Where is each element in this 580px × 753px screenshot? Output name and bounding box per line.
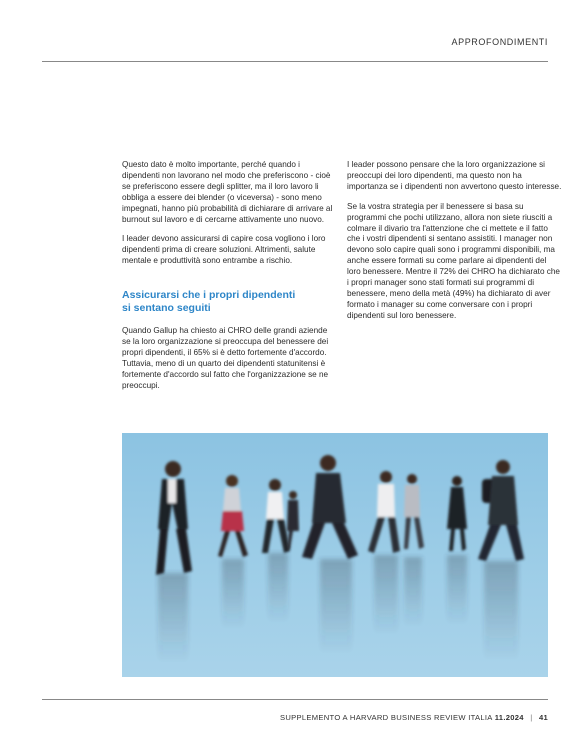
- paragraph: Se la vostra strategia per il benessere si basa su programmi che pochi utilizzano, allora non siete riusciti a colmare il divario tra l'attenzione che ci mettete e il fatto che i vostri dipendenti si sentano assistiti. I manager non devono solo capire quali sono i programmi disponibili, ma anche essere formati su come parlare ai dipendenti del loro benessere. Mentre il 72% dei CHRO ha dichiarato che i propri manager sono stati formati sui programmi di benessere, meno della metà (49%) ha dichiarato di aver formato i manager su come conversare con i propri dipendenti sul loro benessere.: [347, 201, 560, 320]
- person-figure: [302, 455, 358, 559]
- floor-reflections: [158, 553, 518, 663]
- person-figure: [156, 461, 192, 575]
- person-figure: [287, 491, 299, 549]
- header-rule: [42, 61, 548, 62]
- article-photo: [122, 433, 548, 677]
- footer-rule: [42, 699, 548, 700]
- section-label: APPROFONDIMENTI: [451, 37, 548, 47]
- person-figure: [368, 471, 400, 553]
- subheading-line: Assicurarsi che i propri dipendenti: [122, 289, 296, 302]
- paragraph: Questo dato è molto importante, perché quando i dipendenti non lavorano nel modo che preferiscono - cioè se preferiscono essere degli splitter, ma il loro lavoro li obbliga a essere dei blender (o viceversa) - sono meno impegnati, hanno più probabilità di dichiarare di arrivare al burnout sul lavoro e di cercarne attivamente uno nuovo.: [122, 160, 333, 224]
- issue-date: 11.2024: [494, 713, 524, 722]
- paragraph: Quando Gallup ha chiesto ai CHRO delle grandi aziende se la loro organizzazione si preoccupa del benessere dei propri dipendenti, il 65% si è detto fortemente d'accordo. Tuttavia, meno di un quarto dei dipendenti statunitensi è fortemente d'accordo sul fatto che l'organizzazione se ne preoccupi.: [122, 326, 329, 390]
- person-figure: [404, 474, 424, 549]
- walking-people-illustration: [122, 433, 548, 677]
- subheading-line: si sentano seguiti: [122, 301, 211, 314]
- section-subheading: [122, 289, 337, 314]
- person-figure: [478, 460, 524, 561]
- page-footer: [280, 713, 548, 722]
- left-column: [122, 160, 337, 401]
- page-number: 41: [538, 713, 548, 722]
- person-figure: [447, 476, 467, 551]
- right-column: [347, 160, 562, 331]
- person-figure: [262, 479, 290, 553]
- publication-name: SUPPLEMENTO A HARVARD BUSINESS REVIEW ITALIA: [280, 713, 493, 722]
- footer-separator: |: [530, 713, 533, 722]
- person-figure: [218, 475, 248, 557]
- paragraph: I leader possono pensare che la loro organizzazione si preoccupi dei loro dipendenti, ma questo non ha importanza se i dipendenti non avvertono questo interesse.: [347, 160, 562, 191]
- paragraph: I leader devono assicurarsi di capire cosa vogliono i loro dipendenti prima di creare soluzioni. Altrimenti, salute mentale e produttività sono entrambe a rischio.: [122, 234, 326, 266]
